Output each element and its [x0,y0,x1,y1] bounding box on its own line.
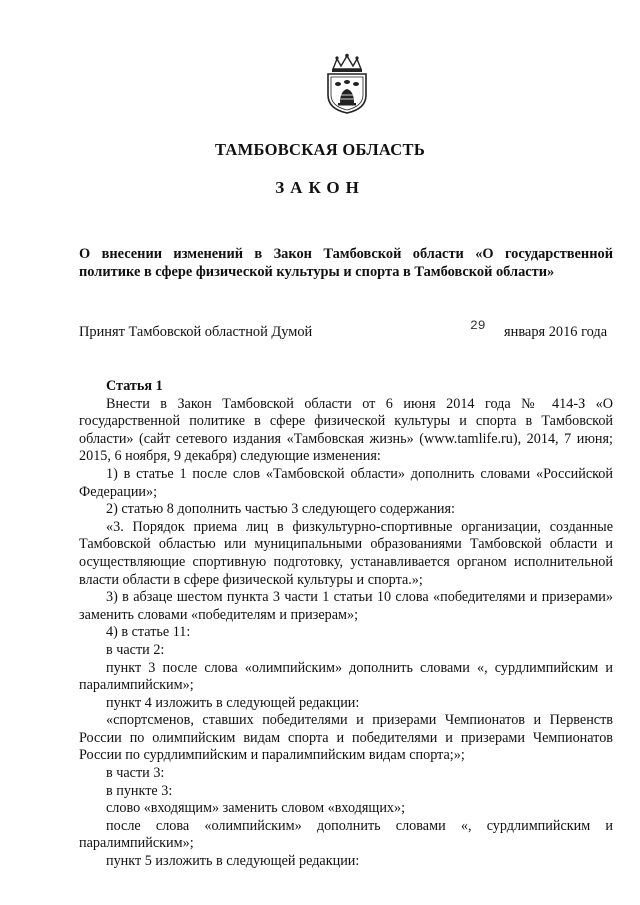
article-body [79,378,613,871]
adoption-month-year: января 2016 года [504,324,608,340]
article-heading: Статья 1 [106,378,163,394]
article-paragraph: «3. Порядок приема лиц в физкультурно-спортивные организации, созданные Тамбовской областью или муниципальными образованиями Тамбовской области и осуществляющие спортивную подготовку, устанавливается органом исполнительной власти области в сфере физической культуры и спорта.»; [79,518,613,588]
article-paragraph: в части 2: [106,641,165,658]
article-paragraph: 4) в статье 11: [106,624,191,641]
region-name: ТАМБОВСКАЯ ОБЛАСТЬ [214,140,426,159]
article-paragraph: пункт 5 изложить в следующей редакции: [106,853,360,870]
article-paragraph: в пункте 3: [106,782,173,799]
article-paragraph: слово «входящим» заменить словом «входящих»; [106,800,406,817]
document-type: ЗАКОН [275,178,365,197]
article-paragraph: в части 3: [106,765,165,782]
article-paragraph: 2) статью 8 дополнить частью 3 следующего содержания: [106,501,455,518]
article-paragraph: 1) в статье 1 после слов «Тамбовской области» дополнить словами «Российской Федерации»; [79,465,613,500]
article-paragraph: «спортсменов, ставших победителями и призерами Чемпионатов и Первенств России по олимпийским видам спорта и победителями и призерами Чемпионатов России по сурдлимпийским и паралимпийским видам спорта;»; [79,712,613,764]
article-paragraph: Внести в Закон Тамбовской области от 6 июня 2014 года № 414-З «О государственной политике в сфере физической культуры и спорта в Тамбовской области» (сайт сетевого издания «Тамбовская жизнь» (www.tamlife.ru), 2014, 7 июня; 2015, 6 ноября, 9 декабря) следующие изменения: [79,395,613,465]
law-title: О внесении изменений в Закон Тамбовской области «О государственной политике в сфере физической культуры и спорта в Тамбовской области» [79,246,613,280]
adoption-day: 29 [470,318,486,333]
tambov-coat-of-arms-icon [321,53,373,115]
article-paragraph: 3) в абзаце шестом пункта 3 части 1 статьи 10 слова «победителями и призерами» заменить словами «победителям и призерам»; [79,589,613,623]
article-paragraph: пункт 4 изложить в следующей редакции: [106,694,360,711]
article-paragraph: после слова «олимпийским» дополнить словами «, сурдлимпийским и паралимпийским»; [79,817,613,852]
adoption-text: Принят Тамбовской областной Думой [79,324,313,340]
article-paragraph: пункт 3 после слова «олимпийским» дополнить словами «, сурдлимпийским и паралимпийским»; [79,659,613,694]
